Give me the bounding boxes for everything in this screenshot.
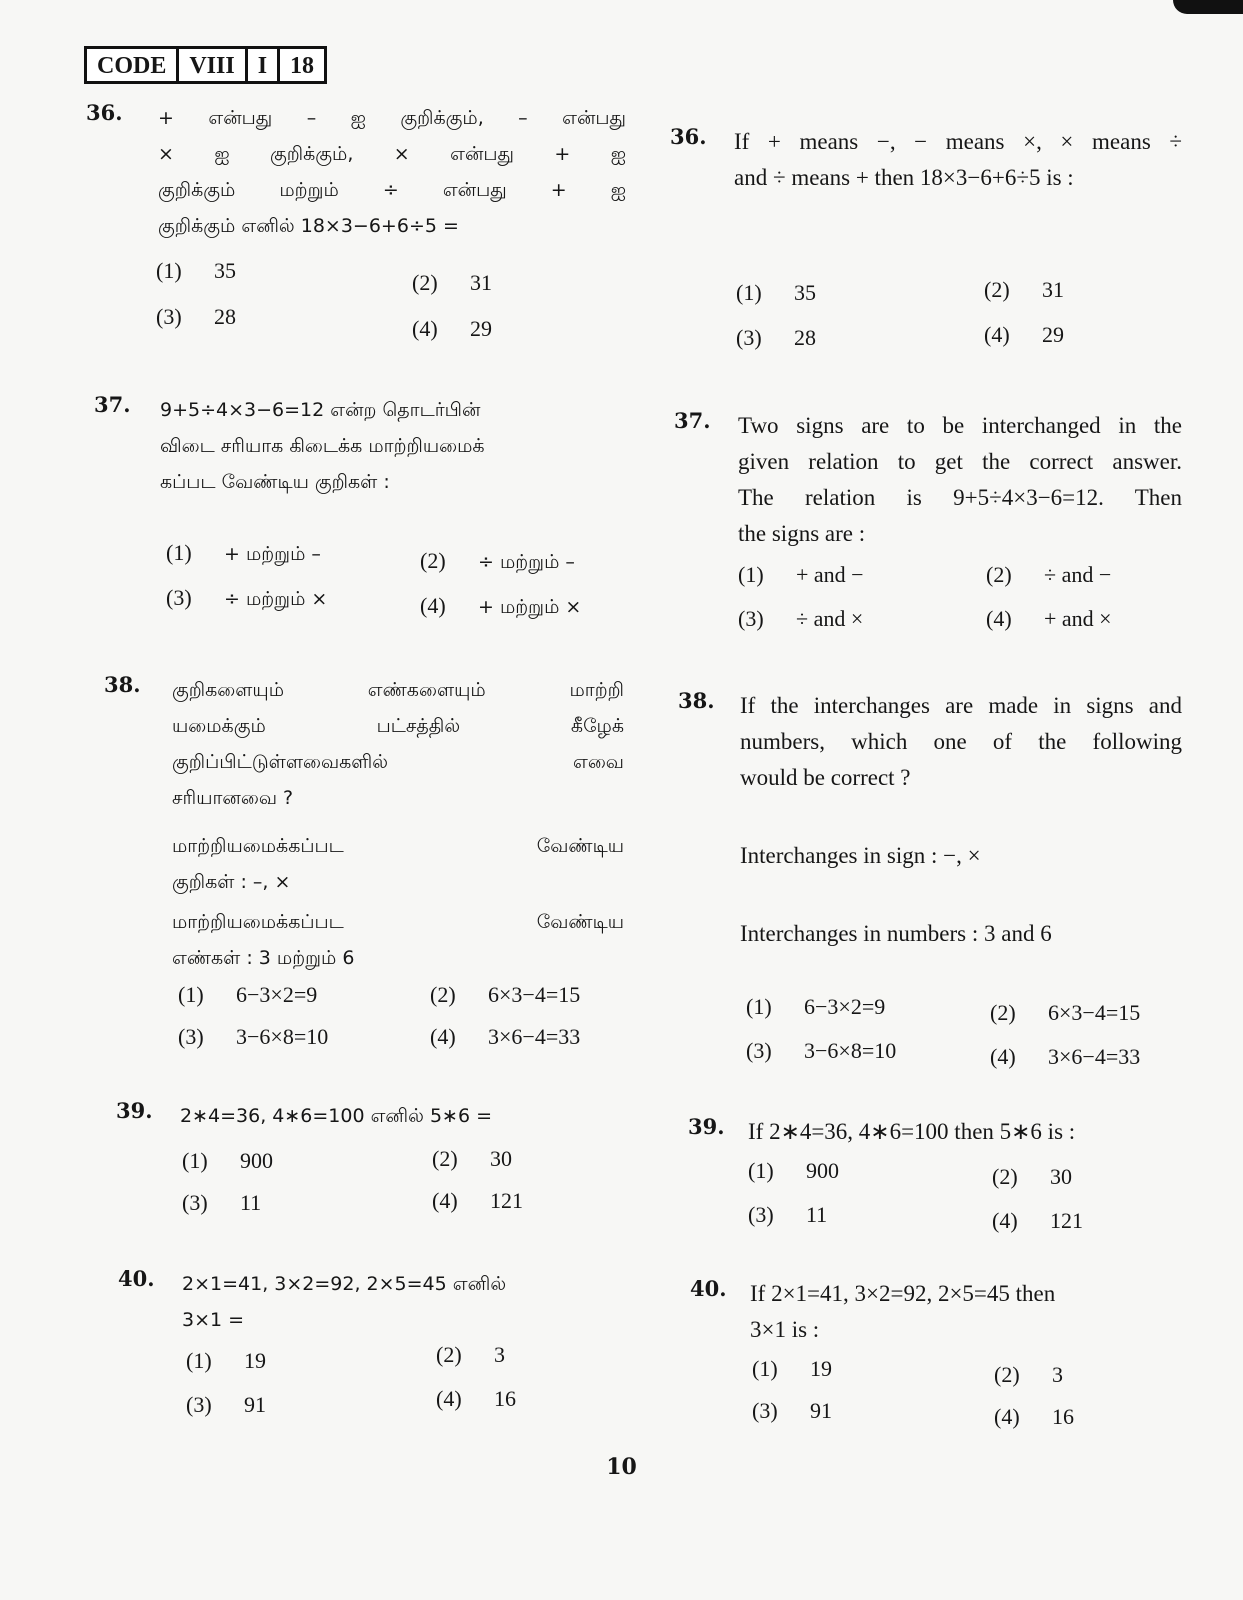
option-value: 6−3×2=9 <box>236 982 318 1007</box>
option-value: 3−6×8=10 <box>236 1024 329 1049</box>
option-2[interactable]: (2) 30 <box>992 1164 1072 1189</box>
option-value: 31 <box>470 270 492 295</box>
question-line: குறிக்கும் மற்றும் ÷ என்பது + ஐ <box>158 179 626 201</box>
option-4[interactable]: (4) 29 <box>412 316 492 341</box>
option-value: 6×3−4=15 <box>488 982 581 1007</box>
option-value: 3×6−4=33 <box>488 1024 581 1049</box>
question-number: 36. <box>86 100 123 125</box>
question-line: குறிப்பிட்டுள்ளவைகளில் எவை <box>172 751 624 773</box>
question-line: 3×1 is : <box>750 1317 820 1342</box>
option-value: ÷ மற்றும் × <box>224 588 328 610</box>
option-value: 30 <box>1050 1164 1072 1189</box>
question-number: 40. <box>690 1276 727 1301</box>
code-label: CODE <box>87 49 179 81</box>
question-line: யமைக்கும் பட்சத்தில் கீழேக் <box>172 715 624 737</box>
option-value: 28 <box>794 325 816 350</box>
question-39-tamil <box>116 1098 626 1134</box>
option-2[interactable]: (2) 31 <box>412 270 492 295</box>
question-number: 38. <box>678 688 715 713</box>
question-line: சரியானவை ? <box>172 787 294 809</box>
option-1[interactable]: (1) 6−3×2=9 <box>746 994 886 1019</box>
option-3[interactable]: (3) 11 <box>182 1190 262 1215</box>
question-line: 2×1=41, 3×2=92, 2×5=45 எனில் <box>182 1273 507 1295</box>
option-value: 29 <box>1042 322 1064 347</box>
question-number: 39. <box>116 1098 153 1123</box>
option-1[interactable]: (1) 35 <box>156 258 236 283</box>
option-value: 6×3−4=15 <box>1048 1000 1141 1025</box>
option-1[interactable]: (1) 900 <box>748 1158 839 1183</box>
option-value: 29 <box>470 316 492 341</box>
number-interchange-line: எண்கள் : 3 மற்றும் 6 <box>172 947 355 969</box>
question-line: If 2×1=41, 3×2=92, 2×5=45 then <box>750 1281 1056 1306</box>
option-value: ÷ மற்றும் – <box>478 551 575 573</box>
code-part: I <box>248 49 280 81</box>
option-3[interactable]: (3) 28 <box>156 304 236 329</box>
option-2[interactable]: (2) ÷ மற்றும் – <box>420 548 575 573</box>
option-value: ÷ and − <box>1044 562 1112 587</box>
question-line: × ஐ குறிக்கும், × என்பது + ஐ <box>158 143 626 165</box>
question-37-english <box>674 408 1182 552</box>
question-line: குறிக்கும் எனில் 18×3−6+6÷5 = <box>158 215 459 237</box>
question-37-tamil <box>94 392 624 500</box>
question-number: 38. <box>104 672 141 697</box>
option-4[interactable]: (4) 121 <box>432 1188 523 1213</box>
option-4[interactable]: (4) + மற்றும் × <box>420 593 582 618</box>
question-line: + என்பது – ஐ குறிக்கும், – என்பது <box>158 107 626 129</box>
option-2[interactable]: (2) 30 <box>432 1146 512 1171</box>
question-line: If + means −, − means ×, × means ÷ <box>734 129 1182 154</box>
question-36-tamil <box>86 100 626 244</box>
question-line: விடை சரியாக கிடைக்க மாற்றியமைக் <box>160 435 485 457</box>
option-4[interactable]: (4) 121 <box>992 1208 1083 1233</box>
option-1[interactable]: (1) 19 <box>186 1348 266 1373</box>
option-1[interactable]: (1) + மற்றும் – <box>166 540 321 565</box>
option-value: 3 <box>1052 1362 1063 1387</box>
option-1[interactable]: (1) 900 <box>182 1148 273 1173</box>
option-1[interactable]: (1) 35 <box>736 280 816 305</box>
question-line: If the interchanges are made in signs and <box>740 693 1182 718</box>
option-4[interactable]: (4) + and × <box>986 606 1112 631</box>
option-value: 6−3×2=9 <box>804 994 886 1019</box>
number-interchange-line: மாற்றியமைக்கப்பட வேண்டிய <box>172 911 624 933</box>
number-interchange-line: Interchanges in numbers : 3 and 6 <box>740 921 1052 946</box>
option-4[interactable]: (4) 3×6−4=33 <box>990 1044 1141 1069</box>
option-2[interactable]: (2) 3 <box>436 1342 505 1367</box>
option-2[interactable]: (2) 3 <box>994 1362 1063 1387</box>
question-line: The relation is 9+5÷4×3−6=12. Then <box>738 485 1182 510</box>
question-40-tamil <box>118 1266 628 1338</box>
option-value: 19 <box>244 1348 266 1373</box>
option-value: 3−6×8=10 <box>804 1038 897 1063</box>
option-1[interactable]: (1) 19 <box>752 1356 832 1381</box>
question-number: 37. <box>94 392 131 417</box>
option-value: 3×6−4=33 <box>1048 1044 1141 1069</box>
option-3[interactable]: (3) ÷ and × <box>738 606 864 631</box>
question-line: numbers, which one of the following <box>740 729 1182 754</box>
option-3[interactable]: (3) 11 <box>748 1202 828 1227</box>
option-2[interactable]: (2) ÷ and − <box>986 562 1112 587</box>
sign-interchange-line: மாற்றியமைக்கப்பட வேண்டிய <box>172 835 624 857</box>
question-36-english <box>670 124 1182 196</box>
sign-interchange-line: குறிகள் : –, × <box>172 871 291 893</box>
option-3[interactable]: (3) 28 <box>736 325 816 350</box>
question-number: 40. <box>118 1266 155 1291</box>
option-3[interactable]: (3) 3−6×8=10 <box>178 1024 329 1049</box>
option-value: + மற்றும் – <box>224 543 321 565</box>
question-line: If 2∗4=36, 4∗6=100 then 5∗6 is : <box>748 1119 1076 1144</box>
question-line: குறிகளையும் எண்களையும் மாற்றி <box>172 679 624 701</box>
option-4[interactable]: (4) 29 <box>984 322 1064 347</box>
option-4[interactable]: (4) 16 <box>994 1404 1074 1429</box>
option-value: 121 <box>490 1188 523 1213</box>
sign-interchange-line: Interchanges in sign : −, × <box>740 843 981 868</box>
question-38-english <box>678 688 1182 952</box>
option-value: 35 <box>794 280 816 305</box>
option-value: + and × <box>1044 606 1112 631</box>
option-value: 900 <box>806 1158 839 1183</box>
question-line: given relation to get the correct answer. <box>738 449 1182 474</box>
option-3[interactable]: (3) ÷ மற்றும் × <box>166 585 328 610</box>
option-value: 30 <box>490 1146 512 1171</box>
question-line: Two signs are to be interchanged in the <box>738 413 1182 438</box>
option-value: 11 <box>806 1202 828 1227</box>
code-roman: VIII <box>179 49 247 81</box>
question-number: 39. <box>688 1114 725 1139</box>
option-value: 16 <box>494 1386 516 1411</box>
option-value: ÷ and × <box>796 606 864 631</box>
option-1[interactable]: (1) + and − <box>738 562 864 587</box>
question-number: 36. <box>670 124 707 149</box>
option-2[interactable]: (2) 31 <box>984 277 1064 302</box>
option-value: 11 <box>240 1190 262 1215</box>
option-4[interactable]: (4) 16 <box>436 1386 516 1411</box>
option-2[interactable]: (2) 6×3−4=15 <box>430 982 581 1007</box>
scan-edge-mark <box>1173 0 1243 14</box>
code-number: 18 <box>290 53 315 79</box>
question-line: 3×1 = <box>182 1309 245 1331</box>
option-value: + மற்றும் × <box>478 596 582 618</box>
option-value: 19 <box>810 1356 832 1381</box>
question-40-english <box>690 1276 1184 1348</box>
option-value: 16 <box>1052 1404 1074 1429</box>
question-line: கப்பட வேண்டிய குறிகள் : <box>160 471 390 493</box>
question-line: the signs are : <box>738 521 866 546</box>
question-line: and ÷ means + then 18×3−6+6÷5 is : <box>734 165 1074 190</box>
question-number: 37. <box>674 408 711 433</box>
option-value: 31 <box>1042 277 1064 302</box>
option-value: 900 <box>240 1148 273 1173</box>
option-2[interactable]: (2) 6×3−4=15 <box>990 1000 1141 1025</box>
question-line: would be correct ? <box>740 765 911 790</box>
question-line: 9+5÷4×3−6=12 என்ற தொடர்பின் <box>160 399 481 421</box>
option-4[interactable]: (4) 3×6−4=33 <box>430 1024 581 1049</box>
option-3[interactable]: (3) 91 <box>752 1398 832 1423</box>
option-value: 121 <box>1050 1208 1083 1233</box>
option-value: 3 <box>494 1342 505 1367</box>
paper-code-box <box>84 46 327 84</box>
option-3[interactable]: (3) 3−6×8=10 <box>746 1038 897 1063</box>
option-1[interactable]: (1) 6−3×2=9 <box>178 982 318 1007</box>
option-value: 91 <box>810 1398 832 1423</box>
page-number: 10 <box>606 1454 637 1480</box>
question-38-tamil <box>104 672 624 976</box>
option-value: 28 <box>214 304 236 329</box>
option-value: 91 <box>244 1392 266 1417</box>
question-line: 2∗4=36, 4∗6=100 எனில் 5∗6 = <box>180 1105 493 1127</box>
option-value: 35 <box>214 258 236 283</box>
option-value: + and − <box>796 562 864 587</box>
question-39-english <box>688 1114 1182 1150</box>
option-3[interactable]: (3) 91 <box>186 1392 266 1417</box>
